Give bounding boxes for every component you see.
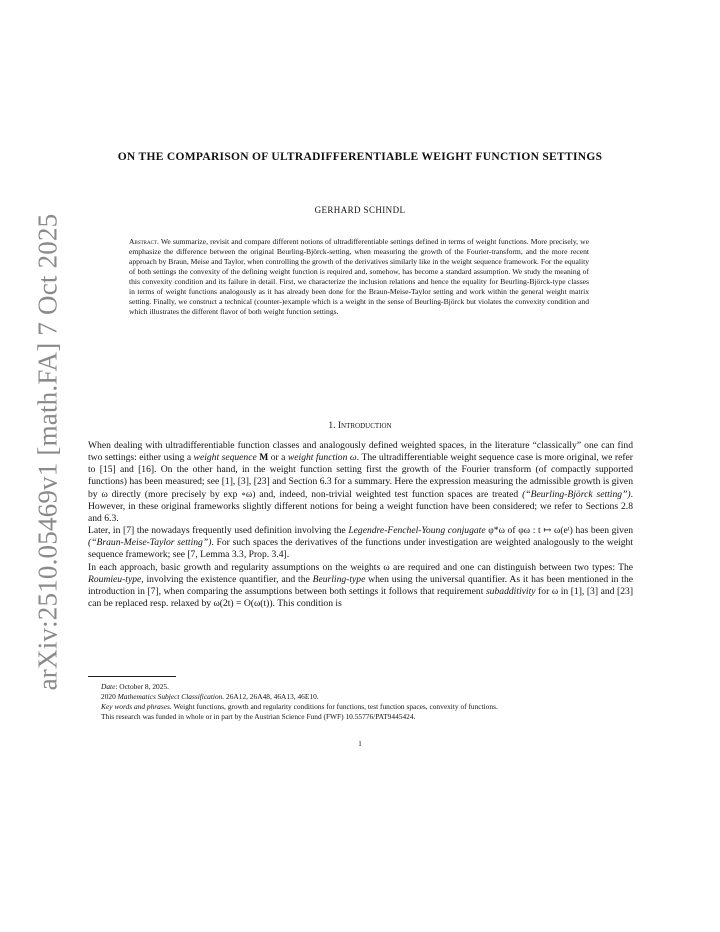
date-value: : October 8, 2025. bbox=[115, 682, 169, 691]
text-run: . However, in these original frameworks slightly different notions for being a weight function have been considered; we refer to Sections 2.8 and 6.3. bbox=[88, 488, 634, 524]
footnotes bbox=[88, 682, 633, 722]
text-run: Later, in [7] the nowadays frequently used definition involving the bbox=[88, 525, 349, 537]
emphasis-run: weight sequence bbox=[193, 452, 257, 464]
abstract-text: We summarize, revisit and compare different notions of ultradifferentiable settings defined in terms of weight functions. More precisely, we emphasize the difference between the original Beurling-Björck-setting, when measuring the growth of the Fourier-transform, and the more recent approach by Braun, Meise and Taylor, when controlling the growth of the derivatives similarly like in the weight sequence framework. For the equality of both settings the convexity of the defining weight function is required and, somehow, has become a standard assumption. We study the meaning of this convexity condition and its failure in detail. First, we characterize the inclusion relations and hence the equality for Beurling-Björck-type classes in terms of weight functions analogously as it has already been done for the Braun-Meise-Taylor setting and work within the general weight matrix setting. Finally, we construct a technical (counter-)example which is a weight in the sense of Beurling-Björck but violates the convexity condition and which illustrates the different flavor of both weight function settings. bbox=[129, 237, 589, 317]
text-run: for ω in [1], [3] and [23] can be replaced resp. relaxed by ω(2t) = O(ω(t)). This condition is bbox=[88, 585, 634, 610]
section-heading bbox=[88, 421, 632, 431]
text-run: involving the existence quantifier, and the bbox=[143, 573, 313, 585]
text-run: . For such spaces the derivatives of the functions under investigation are weighted analogously to the weight sequence framework; see [7, Lemma 3.3, Prop. 3.4]. bbox=[88, 537, 634, 561]
footnote-funding: This research was funded in whole or in part by the Austrian Science Fund (FWF) 10.55776/PAT9445424. bbox=[101, 712, 416, 721]
date-label: Date bbox=[101, 682, 116, 691]
text-run: φ*ω of φω : t ↦ ω(eᵗ) has been given bbox=[485, 525, 633, 537]
abstract-label: Abstract. bbox=[129, 237, 159, 246]
abstract bbox=[129, 237, 589, 317]
footnote-keywords bbox=[88, 702, 633, 712]
footnote-rule bbox=[88, 676, 176, 677]
paragraph-1 bbox=[88, 440, 633, 525]
footnote-msc bbox=[88, 692, 633, 702]
keywords-label: Key words and phrases. bbox=[101, 702, 172, 711]
paper-title: ON THE COMPARISON OF ULTRADIFFERENTIABLE WEIGHT FUNCTION SETTINGS bbox=[117, 151, 603, 163]
body-text bbox=[88, 440, 633, 610]
page-number: 1 bbox=[358, 739, 362, 748]
paragraph-2 bbox=[88, 525, 633, 561]
emphasis-run: (“Beurling-Björck setting”) bbox=[522, 488, 631, 500]
emphasis-run: (“Braun-Meise-Taylor setting”) bbox=[88, 537, 212, 549]
emphasis-run: Legendre-Fenchel-Young conjugate bbox=[348, 525, 486, 537]
text-run: When dealing with ultradifferentiable function classes and analogously defined weighted spaces, in the literature “classically” one can find two settings: either using a bbox=[88, 440, 633, 464]
msc-codes: 26A12, 26A48, 46A13, 46E10. bbox=[224, 692, 319, 701]
msc-prefix: 2020 bbox=[101, 692, 118, 701]
text-run: . The ultradifferentiable weight sequence case is more original, we refer to [15] and [16]. On the other hand, in the weight function setting first the growth of the Fourier transform (of compactly supported functions) has been measured; see [1], [3], [23] and Section 6.3 for a summary. Here the expression measuring the admissible growth is given by ω directly (more precisely by exp ∘ω) and, indeed, non-trivial weighted test function spaces are treated bbox=[88, 452, 633, 500]
footnote-date bbox=[88, 682, 633, 692]
keywords-text: Weight functions, growth and regularity conditions for functions, test function spaces, convexity of functions. bbox=[171, 702, 498, 711]
emphasis-run: weight function ω bbox=[287, 452, 357, 464]
emphasis-run: subadditivity bbox=[485, 585, 536, 597]
section-title: Introduction bbox=[337, 421, 392, 431]
text-run: or a bbox=[268, 452, 288, 464]
text-run: In each approach, basic growth and regularity assumptions on the weights ω are required and one can distinguish between two types: The bbox=[88, 561, 633, 573]
emphasis-run: Roumieu-type, bbox=[88, 573, 144, 585]
bold-symbol: M bbox=[256, 452, 269, 464]
section-number: 1. bbox=[328, 421, 336, 431]
msc-label: Mathematics Subject Classification. bbox=[117, 692, 225, 701]
text-run: when using the universal quantifier. As it has been mentioned in the introduction in [7], when comparing the assumptions between both settings it follows that requirement bbox=[88, 573, 633, 597]
arxiv-identifier-text: arXiv:2510.05469v1 [math.FA] 7 Oct 2025 bbox=[32, 213, 63, 691]
author-name: GERHARD SCHINDL bbox=[314, 205, 406, 215]
paragraph-3 bbox=[88, 562, 633, 611]
emphasis-run: Beurling-type bbox=[312, 573, 366, 585]
